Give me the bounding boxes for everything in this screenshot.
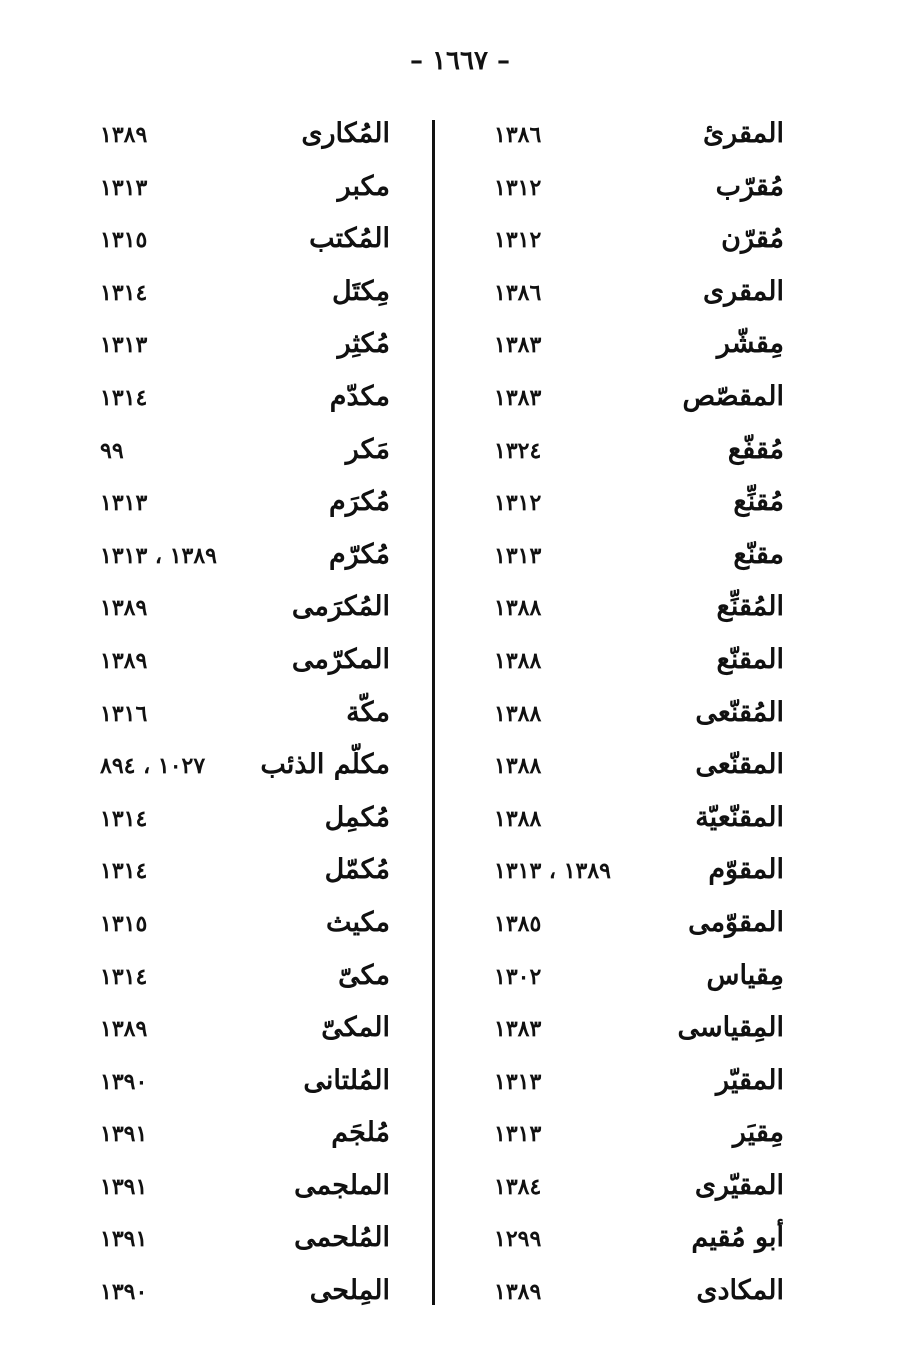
entry-pages: ١٣٨٨	[494, 753, 542, 780]
entry-word: مكيث	[325, 906, 390, 938]
entry-word: مِقشّر	[716, 328, 784, 360]
index-entry	[90, 165, 390, 218]
index-entry	[90, 428, 390, 481]
entry-word: المِلحى	[309, 1275, 390, 1307]
entry-pages: ١٣٩٠	[100, 1279, 148, 1306]
entry-pages: ١٣٨٩	[100, 1016, 148, 1043]
right-column	[484, 112, 784, 1322]
entry-word: مكدّم	[329, 380, 390, 412]
entry-word: المقرئ	[702, 118, 784, 149]
entry-word: مكّة	[346, 696, 390, 728]
entry-pages: ١٣٨٩	[100, 647, 148, 674]
entry-pages: ١٣١٣	[494, 1121, 542, 1148]
entry-word: مُكرّم	[329, 538, 390, 570]
entry-pages: ١٣١٤	[100, 279, 148, 306]
column-divider	[432, 120, 435, 1305]
entry-pages: ١٣١٣	[494, 1068, 542, 1095]
entry-word: مكىّ	[338, 959, 390, 991]
index-entry	[90, 1006, 390, 1059]
entry-word: مُقرّن	[721, 223, 784, 255]
index-entry	[90, 322, 390, 375]
entry-pages: ١٣٨٦	[494, 122, 542, 148]
entry-word: مِقياس	[706, 959, 784, 991]
left-column	[90, 112, 390, 1322]
entry-pages: ١٣٨٣	[494, 384, 542, 411]
index-entry	[484, 1269, 784, 1322]
page-number: – ١٦٦٧ –	[410, 46, 510, 76]
entry-word: المُقنِّع	[716, 591, 784, 623]
entry-word: مَكر	[345, 433, 390, 465]
index-entry	[484, 533, 784, 586]
index-entry	[484, 796, 784, 849]
entry-pages: ١٣١٢	[494, 174, 542, 201]
index-entry	[484, 638, 784, 691]
index-entry	[484, 428, 784, 481]
entry-pages: ١٣١٣	[494, 542, 542, 569]
entry-pages: ١٣٨٩	[494, 1279, 542, 1306]
entry-word: مُقنِّع	[733, 486, 784, 518]
entry-pages: ١٣٢٤	[494, 437, 542, 464]
entry-word: الملجمى	[294, 1169, 390, 1201]
entry-pages: ١٣٨٨	[494, 805, 542, 832]
entry-word: المقوّم	[708, 854, 784, 886]
index-entry	[90, 375, 390, 428]
entry-pages: ١٣٩١	[100, 1173, 148, 1200]
entry-pages: ١٣١٢	[494, 227, 542, 254]
entry-word: مُلجَم	[331, 1117, 390, 1149]
entry-word: المُكتب	[309, 223, 390, 255]
index-entry	[484, 848, 784, 901]
index-entry	[90, 638, 390, 691]
index-entry	[484, 1111, 784, 1164]
entry-word: المُكرَمى	[291, 591, 390, 623]
index-entry	[90, 901, 390, 954]
entry-word: المقصّص	[682, 380, 784, 412]
entry-word: المقوّمى	[688, 906, 784, 938]
index-entry	[90, 112, 390, 165]
index-entry	[484, 1059, 784, 1112]
entry-pages: ١٣٨٩	[100, 595, 148, 622]
entry-word: المقنّع	[716, 643, 784, 675]
entry-pages: ١٣٨٨	[494, 700, 542, 727]
index-entry	[90, 585, 390, 638]
index-entry	[484, 743, 784, 796]
entry-pages: ١٠٢٧ ، ٨٩٤	[100, 753, 206, 780]
entry-pages: ١٣٨٤	[494, 1173, 542, 1200]
entry-pages: ١٣٩١	[100, 1226, 148, 1253]
entry-word: المُكارى	[301, 118, 390, 149]
entry-pages: ١٣٨٨	[494, 647, 542, 674]
index-entry	[484, 165, 784, 218]
entry-word: المقيّر	[715, 1064, 784, 1096]
index-entry	[484, 375, 784, 428]
entry-word: أبو مُقيم	[691, 1222, 784, 1254]
index-entry	[90, 954, 390, 1007]
entry-word: مكلّم الذئب	[260, 749, 390, 781]
index-entry	[90, 1216, 390, 1269]
index-entry	[484, 1164, 784, 1217]
index-entry	[484, 480, 784, 533]
entry-pages: ١٣١٢	[494, 490, 542, 517]
entry-pages: ١٣١٣	[100, 490, 148, 517]
entry-word: مِكتَل	[332, 275, 390, 307]
entry-pages: ١٣١٤	[100, 384, 148, 411]
index-entry	[484, 1006, 784, 1059]
index-entry	[90, 533, 390, 586]
entry-pages: ١٣١٣	[100, 174, 148, 201]
index-entry	[484, 1216, 784, 1269]
entry-pages: ١٣٨٥	[494, 910, 542, 937]
index-entry	[90, 270, 390, 323]
index-entry	[484, 585, 784, 638]
entry-word: مِقيَر	[732, 1117, 784, 1149]
entry-word: مُكمِل	[324, 801, 390, 833]
entry-word: المكرّمى	[291, 643, 390, 675]
entry-word: مكبر	[337, 170, 390, 202]
entry-word: المُلحمى	[294, 1222, 390, 1254]
entry-word: المقنّعى	[695, 749, 784, 781]
entry-pages: ١٣٨٩ ، ١٣١٣	[100, 542, 217, 569]
index-entry	[484, 217, 784, 270]
entry-pages: ١٣٨٩	[100, 122, 148, 148]
entry-word: المُلتانى	[303, 1064, 390, 1096]
entry-word: مُكمّل	[324, 854, 390, 886]
entry-word: مُكثِر	[337, 328, 390, 360]
entry-pages: ١٣١٤	[100, 963, 148, 990]
index-entry	[90, 1164, 390, 1217]
entry-pages: ٩٩	[100, 437, 124, 464]
entry-word: مُكرَم	[329, 486, 390, 518]
entry-pages: ١٣٠٢	[494, 963, 542, 990]
index-entry	[90, 1269, 390, 1322]
index-entry	[484, 270, 784, 323]
entry-word: المُقنّعى	[695, 696, 784, 728]
index-entry	[90, 1111, 390, 1164]
index-entry	[90, 796, 390, 849]
entry-word: مُقرّب	[715, 170, 784, 202]
entry-word: المكادى	[696, 1275, 784, 1307]
entry-pages: ١٣٨٩ ، ١٣١٣	[494, 858, 611, 885]
entry-pages: ١٣٨٣	[494, 332, 542, 359]
index-entry	[90, 848, 390, 901]
entry-word: المكىّ	[321, 1012, 390, 1044]
entry-pages: ١٣١٣	[100, 332, 148, 359]
entry-pages: ١٣١٤	[100, 805, 148, 832]
entry-word: مُقفّع	[727, 433, 784, 465]
entry-pages: ١٣٨٦	[494, 279, 542, 306]
index-entry	[90, 691, 390, 744]
entry-pages: ١٣١٤	[100, 858, 148, 885]
index-entry	[484, 954, 784, 1007]
entry-pages: ١٣٨٨	[494, 595, 542, 622]
entry-pages: ١٣٨٣	[494, 1016, 542, 1043]
entry-word: المقيّرى	[694, 1169, 784, 1201]
entry-pages: ١٣٩١	[100, 1121, 148, 1148]
index-entry	[90, 480, 390, 533]
entry-pages: ١٢٩٩	[494, 1226, 542, 1253]
entry-pages: ١٣١٥	[100, 910, 148, 937]
entry-pages: ١٣١٥	[100, 227, 148, 254]
entry-pages: ١٣٩٠	[100, 1068, 148, 1095]
index-entry	[484, 901, 784, 954]
entry-word: مقنّع	[733, 538, 784, 570]
entry-word: المقنّعيّة	[695, 801, 784, 833]
index-entry	[90, 1059, 390, 1112]
index-entry	[484, 112, 784, 165]
index-entry	[484, 322, 784, 375]
entry-word: المقرى	[702, 275, 784, 307]
index-entry	[90, 743, 390, 796]
entry-pages: ١٣١٦	[100, 700, 148, 727]
index-entry	[484, 691, 784, 744]
entry-word: المِقياسى	[677, 1012, 784, 1044]
index-entry	[90, 217, 390, 270]
